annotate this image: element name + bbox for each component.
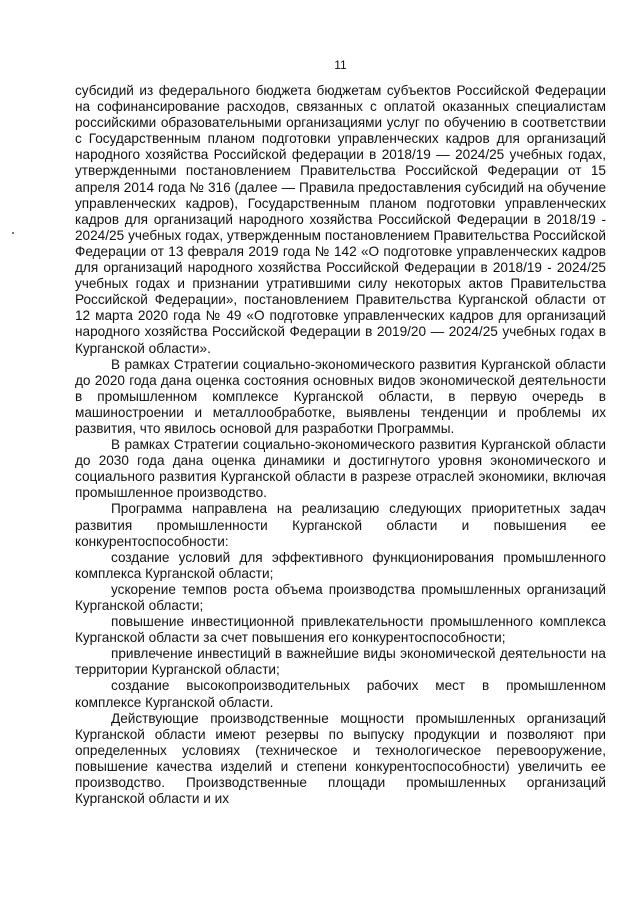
paragraph-2: В рамках Стратегии социально-экономического развития Курганской области до 2020 года дана оценка состояния основных видов экономической деятельности в промышленном комплексе Курганской области, в первую очередь в машиностроении и металлообработке, выявлены тенденции и проблемы их развития, что явилось основой для разработки Программы. (75, 356, 606, 436)
paragraph-5: Действующие производственные мощности промышленных организаций Курганской области имеют резервы по выпуску продукции и позволяют при определенных условиях (техническое и технологическое перевооружение, повышение качества изделий и степени конкурентоспособности) увеличить ее производство. Производственные площади промышленных организаций Курганской области и их (75, 710, 606, 807)
list-item-1: создание условий для эффективного функционирования промышленного комплекса Курганской области; (75, 549, 606, 581)
document-body (75, 83, 606, 807)
paragraph-3: В рамках Стратегии социально-экономического развития Курганской области до 2030 года дана оценка динамики и достигнутого уровня экономического и социального развития Курганской области в разрезе отраслей экономики, включая промышленное производство. (75, 437, 606, 501)
list-item-5: создание высокопроизводительных рабочих мест в промышленном комплексе Курганской области. (75, 678, 606, 710)
list-item-2: ускорение темпов роста объема производства промышленных организаций Курганской области; (75, 581, 606, 613)
paragraph-4: Программа направлена на реализацию следующих приоритетных задач развития промышленности Курганской области и повышения ее конкурентоспособности: (75, 501, 606, 549)
scan-speck (12, 232, 14, 234)
list-item-4: привлечение инвестиций в важнейшие виды экономической деятельности на территории Курганской области; (75, 646, 606, 678)
paragraph-1: субсидий из федерального бюджета бюджетам субъектов Российской Федерации на софинансирование расходов, связанных с оплатой оказанных специалистам российскими образовательными организациями услуг по обучению в соответствии с Государственным планом подготовки управленческих кадров для организаций народного хозяйства Российской федерации в 2018/19 — 2024/25 учебных годах, утвержденными постановлением Правительства Российской Федерации от 15 апреля 2014 года № 316 (далее — Правила предоставления субсидий на обучение управленческих кадров), Государственным планом подготовки управленческих кадров для организаций народного хозяйства Российской Федерации в 2018/19 - 2024/25 учебных годах, утвержденным постановлением Правительства Российской Федерации от 13 февраля 2019 года № 142 «О подготовке управленческих кадров для организаций народного хозяйства Российской Федерации в 2018/19 - 2024/25 учебных годах и признании утратившими силу некоторых актов Правительства Российской Федерации», постановлением Правительства Курганской области от 12 марта 2020 года № 49 «О подготовке управленческих кадров для организаций народного хозяйства Российской Федерации в 2019/20 — 2024/25 учебных годах в Курганской области». (75, 83, 606, 356)
page-number: 11 (334, 58, 347, 72)
list-item-3: повышение инвестиционной привлекательности промышленного комплекса Курганской области за счет повышения его конкурентоспособности; (75, 614, 606, 646)
